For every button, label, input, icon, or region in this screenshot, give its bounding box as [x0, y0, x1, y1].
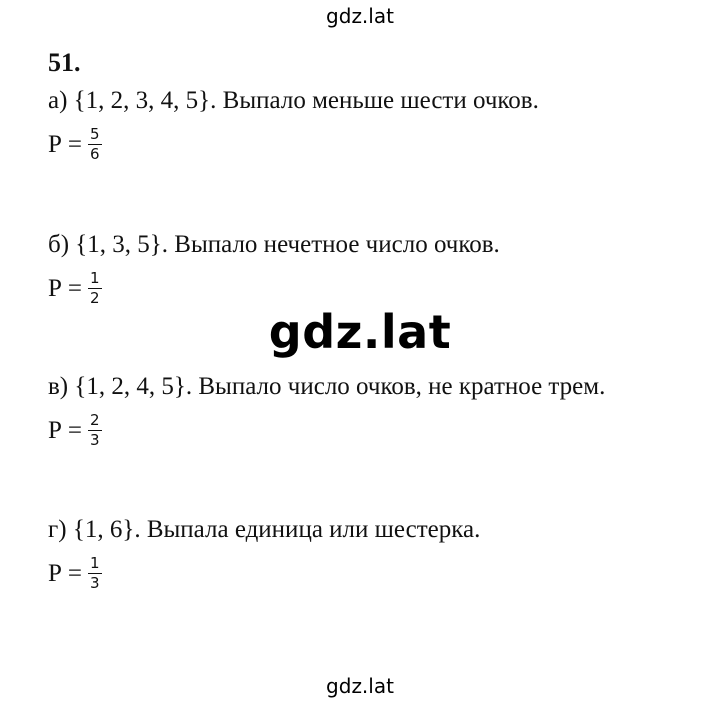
- fraction-denominator: 6: [90, 145, 100, 163]
- part-d-probability: [48, 555, 708, 592]
- part-a: [48, 86, 708, 163]
- part-d-statement: г) {1, 6}. Выпала единица или шестерка.: [48, 516, 481, 543]
- part-c-probability: [48, 412, 708, 449]
- probability-symbol: P: [48, 130, 62, 158]
- part-b: [48, 230, 708, 307]
- fraction-denominator: 3: [90, 431, 100, 449]
- fraction: [88, 270, 102, 307]
- fraction-denominator: 2: [90, 289, 100, 307]
- equals-sign: =: [67, 559, 83, 587]
- equals-sign: =: [67, 130, 83, 158]
- part-d: [48, 515, 708, 592]
- probability-symbol: P: [48, 559, 62, 587]
- fraction: [88, 126, 102, 163]
- probability-symbol: P: [48, 416, 62, 444]
- part-a-probability: [48, 126, 708, 163]
- fraction: [88, 412, 102, 449]
- part-c-statement: в) {1, 2, 4, 5}. Выпало число очков, не кратное трем.: [48, 373, 606, 400]
- part-b-probability: [48, 270, 708, 307]
- fraction-denominator: 3: [90, 574, 100, 592]
- watermark-bottom: gdz.lat: [326, 674, 394, 698]
- part-c: [48, 372, 708, 449]
- watermark-top: gdz.lat: [326, 4, 394, 28]
- fraction-numerator: 1: [90, 554, 100, 572]
- probability-symbol: P: [48, 274, 62, 302]
- part-a-statement: а) {1, 2, 3, 4, 5}. Выпало меньше шести очков.: [48, 87, 539, 114]
- equals-sign: =: [67, 416, 83, 444]
- fraction-numerator: 5: [90, 125, 100, 143]
- part-b-statement: б) {1, 3, 5}. Выпало нечетное число очков.: [48, 231, 500, 258]
- fraction-numerator: 1: [90, 269, 100, 287]
- problem-number: 51.: [48, 48, 81, 77]
- watermark-middle: gdz.lat: [268, 305, 452, 359]
- equals-sign: =: [67, 274, 83, 302]
- fraction: [88, 555, 102, 592]
- fraction-numerator: 2: [90, 411, 100, 429]
